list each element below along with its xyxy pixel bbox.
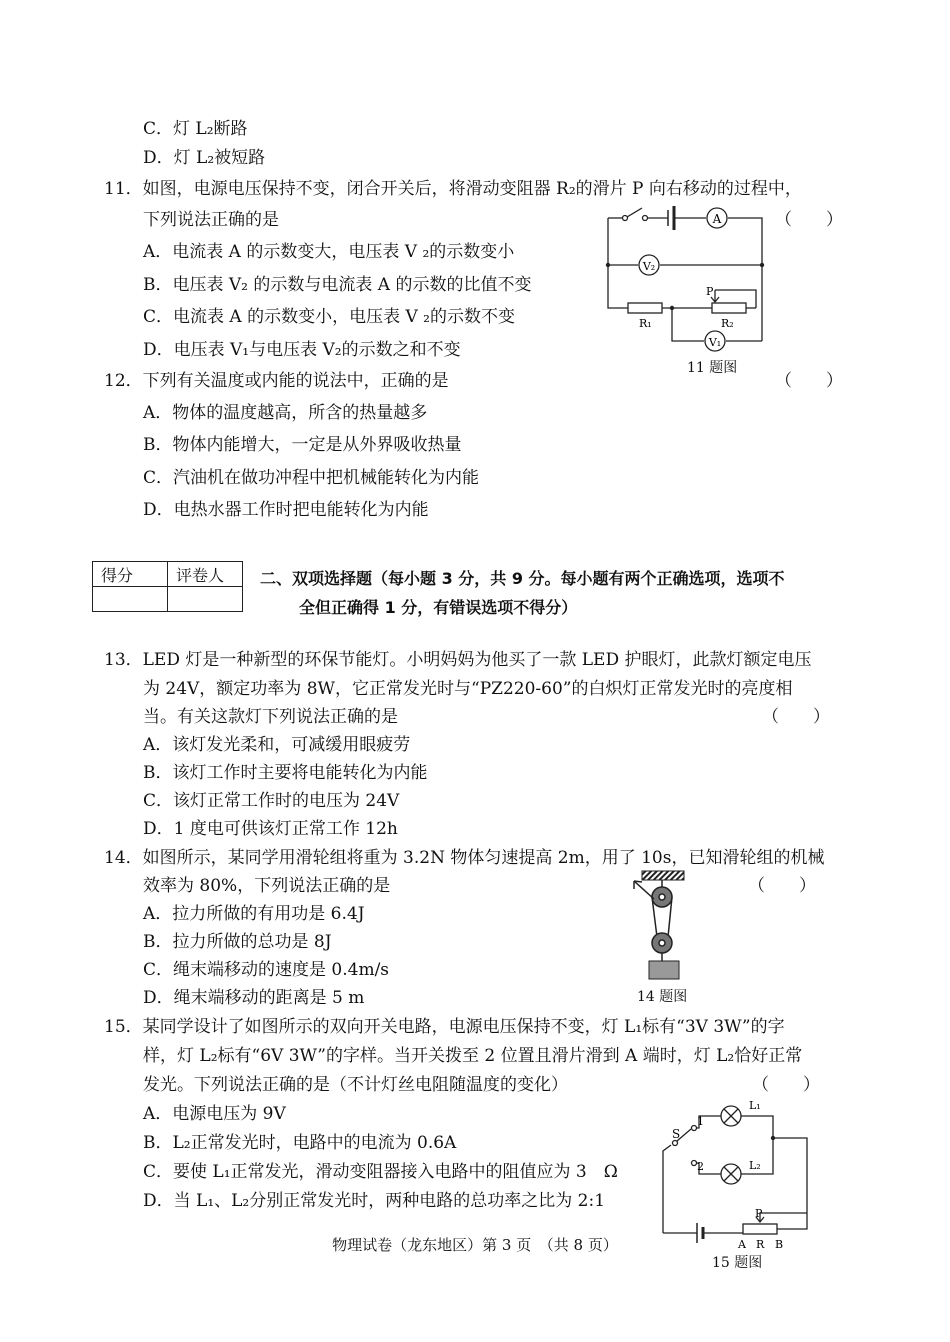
- q12-option-b: B．物体内能增大，一定是从外界吸收热量: [143, 435, 462, 455]
- q14-answer-paren: （ ）: [748, 876, 816, 896]
- q15-stem-line3: 发光。下列说法正确的是（不计灯丝电阻随温度的变化）: [143, 1075, 568, 1095]
- q14-option-b: B．拉力所做的总功是 8J: [143, 932, 332, 952]
- q11-option-c: C．电流表 A 的示数变小，电压表 V ₂的示数不变: [143, 307, 515, 327]
- q15-figure-caption: 15 题图: [712, 1255, 763, 1271]
- q13-option-b: B．该灯工作时主要将电能转化为内能: [143, 763, 428, 783]
- q12-option-c: C．汽油机在做功冲程中把机械能转化为内能: [143, 468, 480, 488]
- q13-option-a: A．该灯发光柔和，可减缓用眼疲劳: [143, 735, 411, 755]
- q11-answer-paren: （ ）: [775, 210, 843, 230]
- rheostat-b-label: B: [775, 1238, 784, 1251]
- q12-stem: 12．下列有关温度或内能的说法中，正确的是: [104, 371, 449, 391]
- r1-label: R₁: [639, 317, 652, 330]
- q15-answer-paren: （ ）: [752, 1075, 820, 1095]
- section2-title-line1: 二、双项选择题（每小题 3 分，共 9 分。每小题有两个正确选项，选项不: [260, 569, 785, 588]
- section2-title-line2: 全但正确得 1 分，有错误选项不得分）: [299, 598, 578, 617]
- section2-title: [260, 564, 785, 622]
- voltmeter-v2-label: V₂: [642, 260, 656, 273]
- q14-option-d: D．绳末端移动的距离是 5 m: [143, 988, 365, 1008]
- rheostat-r-label: R: [756, 1238, 765, 1251]
- q11-option-d: D．电压表 V₁与电压表 V₂的示数之和不变: [143, 340, 461, 360]
- grader-cell: [168, 587, 243, 612]
- ammeter-label: A: [712, 212, 722, 226]
- q13-option-d: D．1 度电可供该灯正常工作 12h: [143, 819, 398, 839]
- q11-stem-line2: 下列说法正确的是: [143, 210, 279, 230]
- q13-stem-line3: 当。有关这款灯下列说法正确的是: [143, 707, 398, 727]
- q14-stem-line1: 14．如图所示，某同学用滑轮组将重为 3.2N 物体匀速提高 2m，用了 10s，已知滑轮组的机械: [104, 848, 825, 868]
- q11-circuit-figure: [600, 200, 780, 375]
- r2-label: R₂: [721, 317, 734, 330]
- score-cell: [93, 587, 168, 612]
- lamp-l2-label: L₂: [749, 1159, 761, 1172]
- q10-option-d: D．灯 L₂被短路: [143, 148, 266, 168]
- rheostat-a-label: A: [738, 1238, 746, 1251]
- q13-stem-line2: 为 24V，额定功率为 8W，它正常发光时与“PZ220-60”的白炽灯正常发光时的亮度相: [143, 679, 793, 699]
- score-table: [92, 561, 243, 612]
- q11-stem-line1: 11．如图，电源电压保持不变，闭合开关后，将滑动变阻器 R₂的滑片 P 向右移动的过程中，: [104, 179, 802, 199]
- score-header: 得分: [93, 562, 168, 587]
- q15-option-c: C．要使 L₁正常发光，滑动变阻器接入电路中的阻值应为 3 Ω: [143, 1162, 618, 1182]
- q13-option-c: C．该灯正常工作时的电压为 24V: [143, 791, 400, 811]
- q15-stem-line1: 15．某同学设计了如图所示的双向开关电路，电源电压保持不变，灯 L₁标有“3V 3W”的字: [104, 1017, 785, 1037]
- q14-figure-caption: 14 题图: [637, 989, 688, 1005]
- q11-option-a: A．电流表 A 的示数变大，电压表 V ₂的示数变小: [143, 242, 515, 262]
- q12-option-a: A．物体的温度越高，所含的热量越多: [143, 403, 428, 423]
- q15-circuit-figure: [655, 1093, 815, 1253]
- q15-stem-line2: 样，灯 L₂标有“6V 3W”的字样。当开关拨至 2 位置且滑片滑到 A 端时，灯 L₂恰好正常: [143, 1046, 803, 1066]
- switch-pos2-label: 2: [697, 1160, 704, 1173]
- voltmeter-v1-label: V₁: [708, 336, 722, 349]
- switch-pos1-label: 1: [697, 1115, 704, 1128]
- q14-stem-line2: 效率为 80%，下列说法正确的是: [143, 876, 391, 896]
- q14-pulley-figure: [622, 865, 692, 983]
- grader-header: 评卷人: [168, 562, 243, 587]
- switch-s-label: S: [672, 1127, 681, 1141]
- slider-p-label: P: [706, 285, 714, 298]
- q13-stem-line1: 13．LED 灯是一种新型的环保节能灯。小明妈妈为他买了一款 LED 护眼灯，此款灯额定电压: [104, 650, 812, 670]
- q15-option-d: D．当 L₁、L₂分别正常发光时，两种电路的总功率之比为 2:1: [143, 1191, 606, 1211]
- q13-answer-paren: （ ）: [762, 707, 830, 727]
- q12-answer-paren: （ ）: [775, 371, 843, 391]
- q14-option-c: C．绳末端移动的速度是 0.4m/s: [143, 960, 390, 980]
- q14-option-a: A．拉力所做的有用功是 6.4J: [143, 904, 365, 924]
- q11-option-b: B．电压表 V₂ 的示数与电流表 A 的示数的比值不变: [143, 275, 532, 295]
- q12-option-d: D．电热水器工作时把电能转化为内能: [143, 500, 429, 520]
- q15-option-a: A．电源电压为 9V: [143, 1104, 286, 1124]
- slider-p-label-15: P: [755, 1207, 763, 1220]
- lamp-l1-label: L₁: [749, 1099, 761, 1112]
- q10-option-c: C．灯 L₂断路: [143, 119, 248, 139]
- q11-figure-caption: 11 题图: [687, 360, 738, 376]
- q15-option-b: B．L₂正常发光时，电路中的电流为 0.6A: [143, 1133, 457, 1153]
- page-footer: 物理试卷（龙东地区）第 3 页 （共 8 页）: [332, 1236, 618, 1254]
